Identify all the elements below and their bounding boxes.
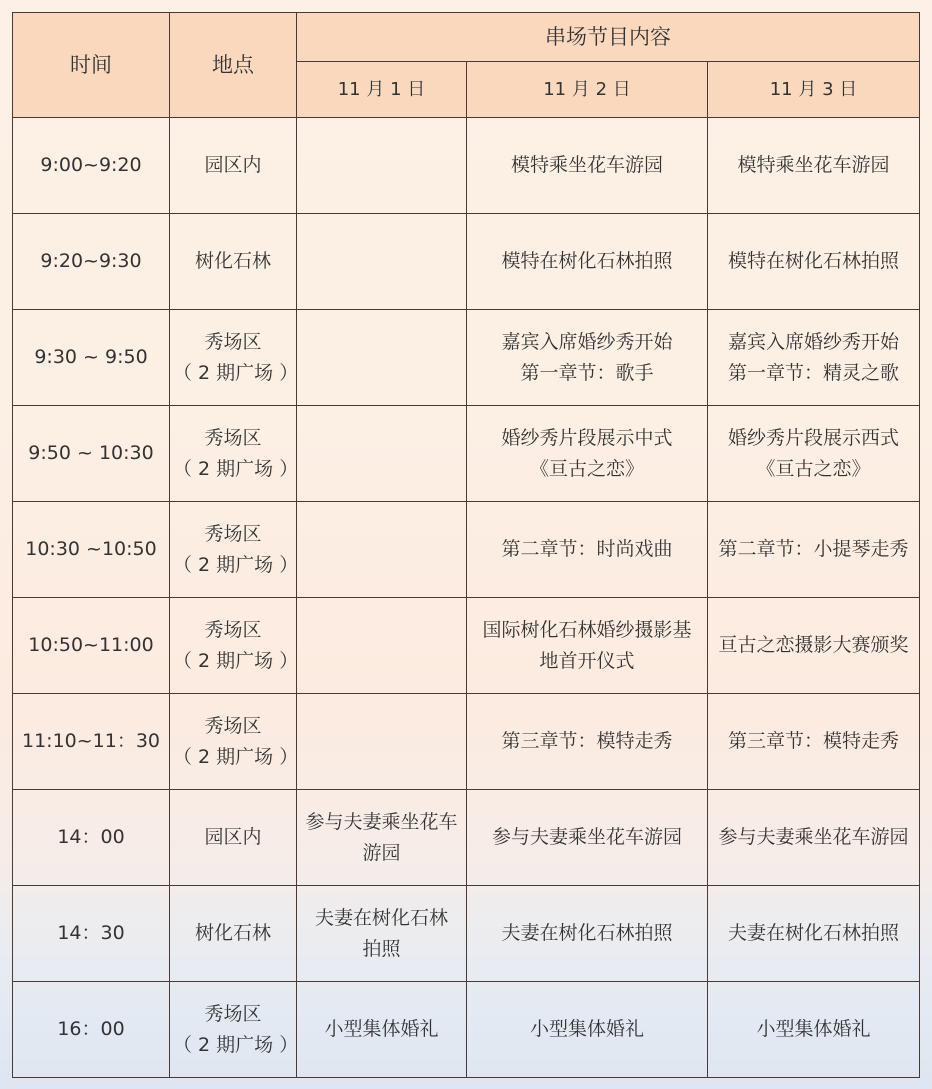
header-time: 时间 xyxy=(13,13,170,118)
table-row xyxy=(13,886,920,982)
program-cell-day2: 婚纱秀片段展示中式 《亘古之恋》 xyxy=(467,406,708,502)
place-cell: 秀场区 （ 2 期广场 ） xyxy=(170,502,297,598)
program-cell-day1 xyxy=(297,598,467,694)
schedule-table xyxy=(12,12,920,1078)
time-cell: 9:00~9:20 xyxy=(13,118,170,214)
header-program: 串场节目内容 xyxy=(297,13,920,62)
program-cell-day2: 第二章节：时尚戏曲 xyxy=(467,502,708,598)
place-cell: 秀场区 （ 2 期广场 ） xyxy=(170,310,297,406)
program-cell-day2: 夫妻在树化石林拍照 xyxy=(467,886,708,982)
program-cell-day1: 参与夫妻乘坐花车 游园 xyxy=(297,790,467,886)
program-cell-day3: 模特乘坐花车游园 xyxy=(708,118,920,214)
time-cell: 9:30 ~ 9:50 xyxy=(13,310,170,406)
program-cell-day3: 嘉宾入席婚纱秀开始 第一章节：精灵之歌 xyxy=(708,310,920,406)
program-cell-day2: 嘉宾入席婚纱秀开始 第一章节：歌手 xyxy=(467,310,708,406)
program-cell-day3: 婚纱秀片段展示西式 《亘古之恋》 xyxy=(708,406,920,502)
program-cell-day3: 亘古之恋摄影大赛颁奖 xyxy=(708,598,920,694)
program-cell-day1 xyxy=(297,406,467,502)
header-place: 地点 xyxy=(170,13,297,118)
time-cell: 14：30 xyxy=(13,886,170,982)
header-date-1: 11 月 1 日 xyxy=(297,62,467,118)
time-cell: 9:20~9:30 xyxy=(13,214,170,310)
table-row xyxy=(13,598,920,694)
program-cell-day3: 小型集体婚礼 xyxy=(708,982,920,1078)
place-cell: 园区内 xyxy=(170,118,297,214)
program-cell-day2: 参与夫妻乘坐花车游园 xyxy=(467,790,708,886)
program-cell-day3: 模特在树化石林拍照 xyxy=(708,214,920,310)
table-row xyxy=(13,790,920,886)
place-cell: 树化石林 xyxy=(170,214,297,310)
time-cell: 10:50~11:00 xyxy=(13,598,170,694)
place-cell: 秀场区 （ 2 期广场 ） xyxy=(170,406,297,502)
time-cell: 16：00 xyxy=(13,982,170,1078)
table-row xyxy=(13,982,920,1078)
program-cell-day2: 模特乘坐花车游园 xyxy=(467,118,708,214)
place-cell: 秀场区 （ 2 期广场 ） xyxy=(170,598,297,694)
table-row xyxy=(13,502,920,598)
place-cell: 园区内 xyxy=(170,790,297,886)
program-cell-day3: 夫妻在树化石林拍照 xyxy=(708,886,920,982)
program-cell-day1: 小型集体婚礼 xyxy=(297,982,467,1078)
time-cell: 11:10~11：30 xyxy=(13,694,170,790)
table-row xyxy=(13,406,920,502)
place-cell: 秀场区 （ 2 期广场 ） xyxy=(170,982,297,1078)
time-cell: 9:50 ~ 10:30 xyxy=(13,406,170,502)
program-cell-day1: 夫妻在树化石林 拍照 xyxy=(297,886,467,982)
program-cell-day2: 小型集体婚礼 xyxy=(467,982,708,1078)
program-cell-day1 xyxy=(297,310,467,406)
program-cell-day3: 第二章节：小提琴走秀 xyxy=(708,502,920,598)
table-row xyxy=(13,118,920,214)
header-date-3: 11 月 3 日 xyxy=(708,62,920,118)
place-cell: 树化石林 xyxy=(170,886,297,982)
time-cell: 10:30 ~10:50 xyxy=(13,502,170,598)
time-cell: 14：00 xyxy=(13,790,170,886)
program-cell-day1 xyxy=(297,214,467,310)
program-cell-day2: 第三章节：模特走秀 xyxy=(467,694,708,790)
program-cell-day3: 参与夫妻乘坐花车游园 xyxy=(708,790,920,886)
program-cell-day1 xyxy=(297,502,467,598)
place-cell: 秀场区 （ 2 期广场 ） xyxy=(170,694,297,790)
header-date-2: 11 月 2 日 xyxy=(467,62,708,118)
program-cell-day1 xyxy=(297,118,467,214)
program-cell-day2: 模特在树化石林拍照 xyxy=(467,214,708,310)
program-cell-day3: 第三章节：模特走秀 xyxy=(708,694,920,790)
table-row xyxy=(13,310,920,406)
program-cell-day2: 国际树化石林婚纱摄影基 地首开仪式 xyxy=(467,598,708,694)
table-row xyxy=(13,214,920,310)
table-row xyxy=(13,694,920,790)
program-cell-day1 xyxy=(297,694,467,790)
